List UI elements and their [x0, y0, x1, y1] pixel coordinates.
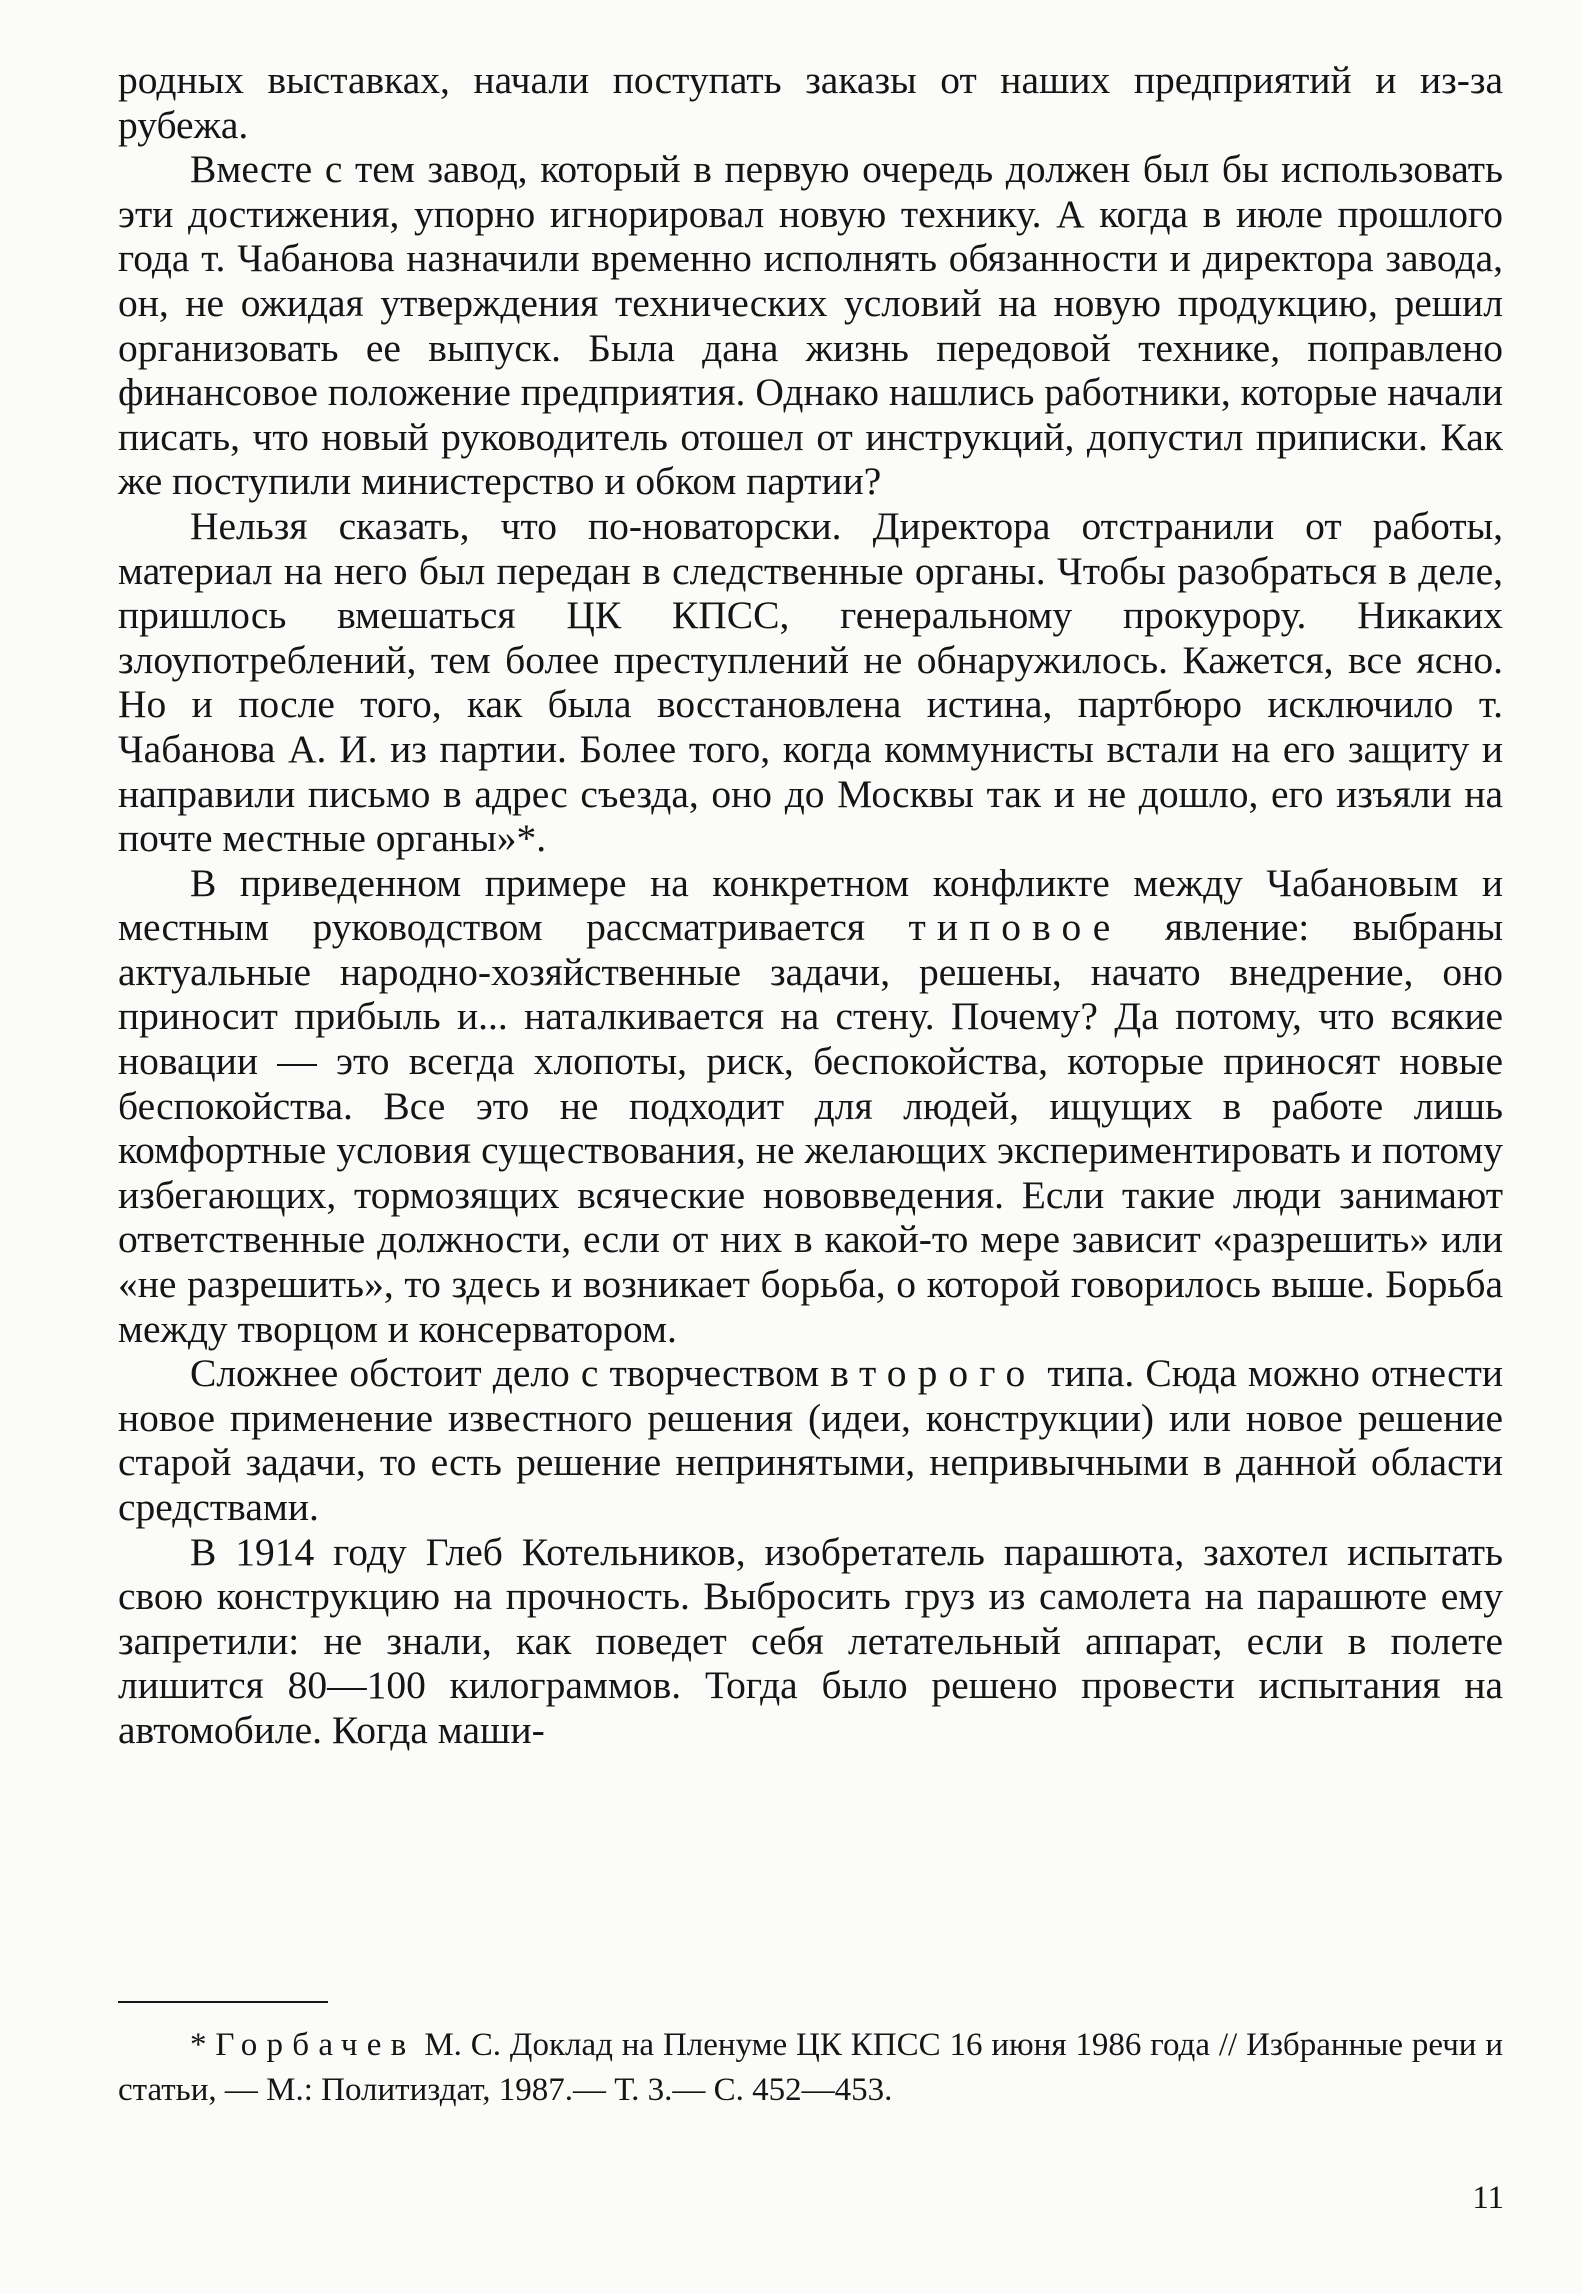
spaced-emphasis: второго	[830, 1351, 1037, 1396]
page-number: 11	[1472, 2180, 1504, 2216]
page-body	[118, 58, 1503, 1753]
paragraph-1: родных выставках, начали поступать заказы от наших предприятий и из-за рубежа.	[118, 58, 1503, 147]
spaced-emphasis: типовое	[908, 905, 1122, 950]
footnote-body: М. С. Доклад на Пленуме ЦК КПСС 16 июня 1986 года // Избранные речи и статьи, — М.: Политиздат, 1987.— Т. 3.— С. 452—453.	[118, 2027, 1504, 2108]
footnote-text	[118, 2023, 1503, 2113]
paragraph-2: Вместе с тем завод, который в первую очередь должен был бы использовать эти достижения, упорно игнорировал новую технику. А когда в июле прошлого года т. Чабанова назначили временно исполнять обязанности и директора завода, он, не ожидая утверждения технических условий на новую продукцию, решил организовать ее выпуск. Была дана жизнь передовой технике, поправлено финансовое положение предприятия. Однако нашлись работники, которые начали писать, что новый руководитель отошел от инструкций, допустил приписки. Как же поступили министерство и обком партии?	[118, 147, 1503, 504]
paragraph-4-start: В приведенном примере на конкретном конфликте между Чабановым и местным руководством рассматривается	[118, 860, 1503, 950]
paragraph-5	[118, 1351, 1503, 1529]
paragraph-4-end: явление: выбраны актуальные народно-хозяйственные задачи, решены, начато внедрение, оно приносит прибыль и... наталкивается на стену. Почему? Да потому, что всякие новации — это всегда хлопоты, риск, беспокойства, которые приносят новые беспокойства. Все это не подходит для людей, ищущих в работе лишь комфортные условия существования, не желающих экспериментировать и потому избегающих, тормозящих всяческие нововведения. Если такие люди занимают ответственные должности, если от них в какой-то мере зависит «разрешить» или «не разрешить», то здесь и возникает борьба, о которой говорилось выше. Борьба между творцом и консерватором.	[118, 905, 1503, 1351]
paragraph-4	[118, 861, 1503, 1352]
footnote	[118, 2023, 1503, 2113]
main-text	[118, 58, 1503, 1753]
footnote-rule	[118, 2001, 328, 2003]
footnote-marker: *	[190, 2027, 216, 2063]
footnote-author: Горбачев	[215, 2027, 416, 2063]
paragraph-6: В 1914 году Глеб Котельников, изобретатель парашюта, захотел испытать свою конструкцию на прочность. Выбросить груз из самолета на парашюте ему запретили: не знали, как поведет себя летательный аппарат, если в полете лишится 80—100 килограммов. Тогда было решено провести испытания на автомобиле. Когда маши-	[118, 1529, 1503, 1752]
paragraph-5-end: типа. Сюда можно отнести новое применение известного решения (идеи, конструкции) или новое решение старой задачи, то есть решение непринятыми, непривычными в данной области средствами.	[118, 1351, 1503, 1529]
paragraph-5-start: Сложнее обстоит дело с творчеством	[190, 1351, 831, 1396]
paragraph-3: Нельзя сказать, что по-новаторски. Директора отстранили от работы, материал на него был передан в следственные органы. Чтобы разобраться в деле, пришлось вмешаться ЦК КПСС, генеральному прокурору. Никаких злоупотреблений, тем более преступлений не обнаружилось. Кажется, все ясно. Но и после того, как была восстановлена истина, партбюро исключило т. Чабанова А. И. из партии. Более того, когда коммунисты встали на его защиту и направили письмо в адрес съезда, оно до Москвы так и не дошло, его изъяли на почте местные органы»*.	[118, 503, 1503, 861]
